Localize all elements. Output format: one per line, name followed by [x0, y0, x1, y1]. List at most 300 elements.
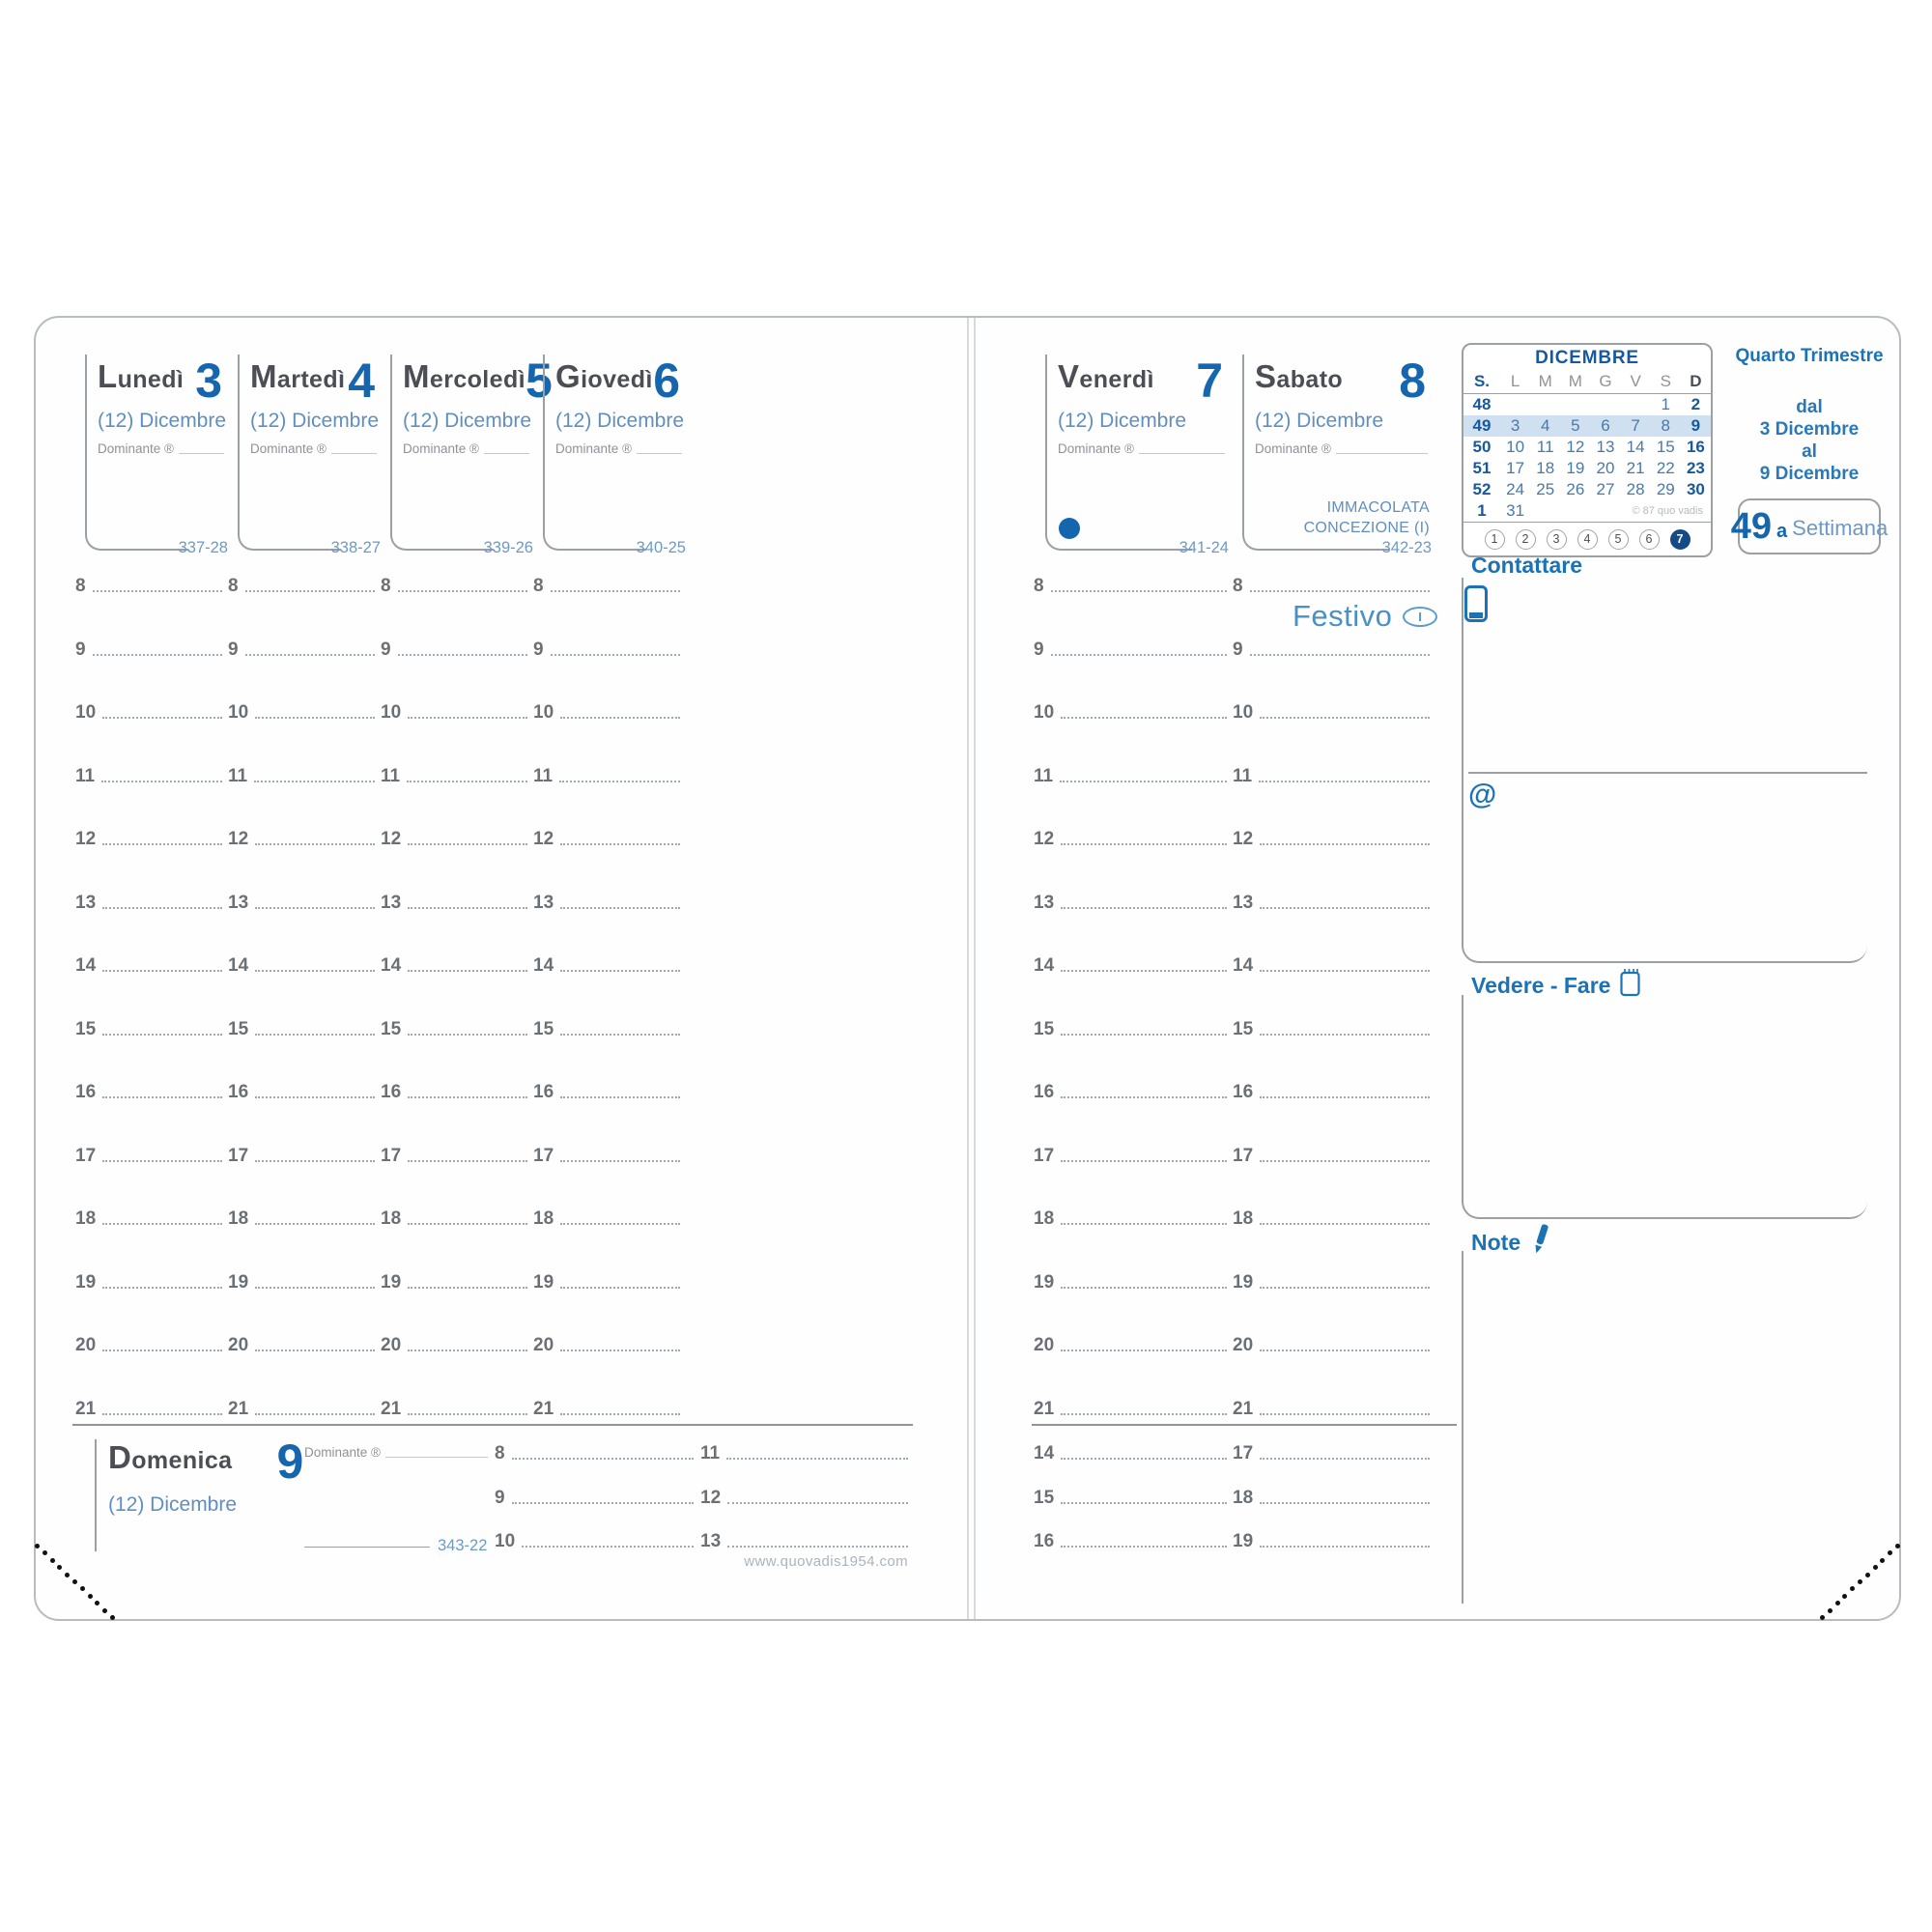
hour-row	[75, 696, 222, 722]
perforation-dot	[1865, 1573, 1870, 1577]
hour-label: 9	[1034, 639, 1044, 660]
sunday-hour-row	[700, 1525, 908, 1550]
perforation-dot	[1828, 1608, 1833, 1613]
hour-line	[408, 1281, 527, 1289]
quarter-title: Quarto Trimestre	[1735, 346, 1884, 366]
hour-label: 10	[228, 702, 249, 723]
hour-row	[228, 1140, 375, 1165]
hour-label: 16	[381, 1082, 402, 1102]
hour-row	[533, 1076, 680, 1101]
hour-line	[255, 838, 375, 845]
closed-shops-icon	[1403, 607, 1437, 627]
perforation-dot	[1820, 1615, 1825, 1620]
hour-row	[533, 1140, 680, 1165]
day-name: Domenica	[108, 1439, 233, 1475]
hour-label: 9	[381, 639, 391, 660]
calendar-day-cell: 24	[1506, 480, 1525, 498]
calendar-day-cell: 23	[1686, 459, 1705, 477]
hour-row	[1233, 760, 1430, 785]
note-text: Note	[1471, 1229, 1521, 1255]
hour-row	[533, 1266, 680, 1292]
holiday-label	[1304, 498, 1430, 539]
dominante-label: Dominante ®	[403, 441, 479, 456]
hour-row	[381, 823, 527, 848]
hour-row	[1233, 1329, 1430, 1354]
hour-line	[408, 1028, 527, 1036]
hour-row	[1034, 1329, 1227, 1354]
calendar-day-cell: 28	[1626, 480, 1645, 498]
hour-row	[381, 887, 527, 912]
hour-line	[255, 901, 375, 909]
hour-label: 10	[533, 702, 554, 723]
mini-calendar	[1462, 343, 1713, 557]
hour-line	[255, 1091, 375, 1098]
hour-row	[228, 1076, 375, 1101]
hour-line	[407, 775, 527, 782]
calendar-day-cell: 2	[1690, 395, 1701, 413]
hour-row	[533, 823, 680, 848]
sunday-separator-left	[72, 1424, 913, 1426]
hour-line	[1259, 775, 1430, 782]
brand-url: www.quovadis1954.com	[744, 1553, 908, 1570]
calendar-day-cell: 30	[1686, 480, 1705, 498]
calendar-day-cell: 21	[1626, 459, 1645, 477]
hour-line	[1061, 901, 1227, 909]
hour-row	[1034, 950, 1227, 975]
vedere-fare-box	[1462, 995, 1867, 1219]
hour-row	[533, 1013, 680, 1038]
hour-row	[381, 570, 527, 595]
hour-label: 19	[75, 1271, 97, 1293]
hour-line	[1260, 1028, 1430, 1036]
hour-line	[551, 648, 680, 656]
hour-row	[533, 760, 680, 785]
hour-line	[255, 1028, 375, 1036]
calendar-week-row	[1463, 458, 1711, 479]
quarter-block	[1721, 346, 1897, 554]
calendar-header-cell: S.	[1473, 372, 1491, 390]
hour-row	[1034, 1266, 1227, 1292]
hour-row	[228, 950, 375, 975]
hour-line	[398, 584, 527, 592]
hour-label: 13	[75, 892, 97, 913]
hour-label: 19	[228, 1271, 249, 1293]
hour-label: 10	[381, 702, 402, 723]
hour-line	[255, 1154, 375, 1162]
hour-line	[255, 711, 375, 719]
hour-line	[1061, 964, 1227, 972]
festivo-label: Festivo	[1293, 599, 1393, 633]
hour-line	[1061, 1028, 1227, 1036]
hour-row	[533, 950, 680, 975]
hour-row	[381, 1013, 527, 1038]
hour-label: 13	[1233, 892, 1254, 913]
hour-line	[560, 1281, 680, 1289]
calendar-week-row	[1463, 479, 1711, 500]
hour-line	[408, 964, 527, 972]
hour-label: 21	[1034, 1398, 1055, 1419]
hour-label: 18	[1233, 1208, 1254, 1229]
hour-line	[255, 1344, 375, 1351]
hour-label: 11	[228, 765, 248, 786]
hour-line	[1061, 1344, 1227, 1351]
hour-label: 19	[1233, 1271, 1254, 1293]
hour-label: 17	[228, 1145, 249, 1166]
hour-line	[102, 1028, 222, 1036]
hour-row	[533, 1393, 680, 1418]
perforation-dot	[72, 1579, 77, 1584]
hour-line	[408, 838, 527, 845]
hour-label: 18	[75, 1208, 97, 1229]
hour-label: 21	[75, 1398, 97, 1419]
hour-row	[1034, 887, 1227, 912]
calendar-day-cell: 7	[1631, 416, 1640, 435]
dominante-label: Dominante ®	[555, 441, 632, 456]
holiday-line1: IMMACOLATA	[1326, 499, 1430, 517]
hour-label: 16	[1233, 1082, 1254, 1102]
sunday-hour-row	[495, 1437, 694, 1463]
hour-row	[1034, 696, 1227, 722]
hour-row	[1233, 887, 1430, 912]
hour-label: 15	[1034, 1487, 1055, 1508]
hour-label: 16	[1034, 1531, 1055, 1551]
hour-label: 20	[381, 1335, 402, 1355]
hour-line	[1260, 1091, 1430, 1098]
hour-label: 11	[1034, 765, 1054, 786]
hour-line	[1061, 838, 1227, 845]
calendar-week-row	[1463, 394, 1711, 415]
day-month: (12) Dicembre	[98, 410, 227, 432]
hour-label: 17	[1233, 1145, 1254, 1166]
day-month: (12) Dicembre	[1255, 410, 1384, 432]
calendar-day-cell: 22	[1656, 459, 1675, 477]
calendar-week-number: 49	[1472, 416, 1492, 435]
hour-line	[408, 1091, 527, 1098]
hour-line	[255, 1281, 375, 1289]
hour-label: 14	[1034, 955, 1055, 976]
day-of-year: 337-28	[178, 539, 228, 556]
hour-line	[559, 775, 680, 782]
hour-label: 18	[1233, 1487, 1254, 1508]
hour-line	[1260, 838, 1430, 845]
hour-label: 16	[228, 1082, 249, 1102]
hour-row	[533, 634, 680, 659]
hour-label: 16	[1034, 1082, 1055, 1102]
hour-label: 17	[533, 1145, 554, 1166]
hour-line	[1260, 711, 1430, 719]
hour-row	[381, 1329, 527, 1354]
calendar-day-cell: 14	[1626, 438, 1645, 456]
calendar-day-cell: 18	[1536, 459, 1555, 477]
hour-line	[102, 901, 222, 909]
hour-line	[102, 711, 222, 719]
hour-row	[381, 1266, 527, 1292]
hour-label: 20	[228, 1335, 249, 1355]
hour-line	[551, 584, 680, 592]
hour-row	[75, 950, 222, 975]
hour-row	[75, 634, 222, 659]
hour-label: 17	[381, 1145, 402, 1166]
hour-line	[102, 1091, 222, 1098]
festivo-note	[1293, 599, 1437, 634]
hour-row	[228, 887, 375, 912]
day-number: 6	[653, 354, 680, 408]
calendar-week-number: 50	[1472, 438, 1492, 456]
hour-line	[93, 648, 222, 656]
day-number: 3	[195, 354, 222, 408]
calendar-day-cell: 15	[1656, 438, 1675, 456]
calendar-copyright: © 87 quo vadis	[1632, 505, 1703, 517]
hour-label: 13	[381, 892, 402, 913]
hour-row	[75, 1076, 222, 1101]
hour-label: 10	[1034, 702, 1055, 723]
hour-label: 18	[533, 1208, 554, 1229]
hour-line	[1061, 1154, 1227, 1162]
hour-line	[93, 584, 222, 592]
hour-label: 12	[1034, 829, 1055, 849]
hour-line	[102, 1407, 222, 1415]
hour-row	[1034, 1203, 1227, 1228]
hour-row	[1034, 1140, 1227, 1165]
calendar-week-number: 52	[1472, 480, 1492, 498]
hour-label: 20	[75, 1335, 97, 1355]
day-name: Sabato	[1255, 358, 1344, 394]
hour-label: 11	[533, 765, 554, 786]
hour-line	[1250, 584, 1430, 592]
calendar-header-cell: M	[1538, 372, 1552, 390]
hour-line	[255, 1407, 375, 1415]
day-header-giovedi	[543, 353, 686, 556]
hour-label: 16	[75, 1082, 97, 1102]
hour-label: 19	[533, 1271, 554, 1293]
day-name: Giovedì	[555, 358, 653, 394]
sunday-hour-row	[495, 1525, 694, 1550]
hour-line	[560, 964, 680, 972]
sunday-hour-row	[1034, 1437, 1227, 1463]
hour-label: 15	[1034, 1018, 1055, 1039]
hour-row	[1233, 696, 1430, 722]
weekday-circle: 6	[1639, 529, 1660, 550]
hour-line	[102, 1217, 222, 1225]
day-month: (12) Dicembre	[108, 1493, 238, 1516]
calendar-week-number: 48	[1472, 395, 1492, 413]
weekday-circle: 1	[1485, 529, 1505, 550]
hour-row	[75, 1013, 222, 1038]
hour-line	[1260, 1217, 1430, 1225]
calendar-column-headers	[1463, 370, 1711, 394]
hour-line	[245, 584, 375, 592]
hour-row	[1233, 950, 1430, 975]
day-header-sabato	[1242, 353, 1432, 556]
hour-label: 21	[533, 1398, 554, 1419]
hour-label: 15	[533, 1018, 554, 1039]
range-to: 9 Dicembre	[1759, 464, 1860, 484]
hour-row	[228, 760, 375, 785]
day-of-year: 343-22	[438, 1537, 488, 1554]
hour-row	[1233, 1076, 1430, 1101]
day-header-lunedi	[85, 353, 228, 556]
hour-line	[560, 711, 680, 719]
hour-label: 8	[75, 576, 86, 596]
hour-line	[522, 1540, 694, 1548]
hour-line	[102, 964, 222, 972]
calendar-day-cell: 9	[1690, 416, 1701, 435]
hour-row	[1034, 823, 1227, 848]
hour-row	[228, 823, 375, 848]
day-of-year: 341-24	[1179, 539, 1229, 556]
hour-label: 11	[381, 765, 401, 786]
calendar-day-cell: 19	[1566, 459, 1585, 477]
calendar-week-number: 51	[1472, 459, 1492, 477]
day-of-year: 342-23	[1381, 539, 1432, 556]
day-month: (12) Dicembre	[555, 410, 685, 432]
page-fold-line	[974, 318, 976, 1619]
calendar-day-cell: 11	[1536, 438, 1554, 456]
dominante-label: Dominante ®	[1255, 441, 1331, 456]
hour-line	[1260, 1407, 1430, 1415]
perforation-dot	[65, 1573, 70, 1577]
section-contattare-label	[1471, 553, 1582, 579]
hour-label: 15	[75, 1018, 97, 1039]
hour-label: 9	[533, 639, 544, 660]
perforation-dot	[50, 1558, 55, 1563]
hour-label: 13	[1034, 892, 1055, 913]
hour-label: 12	[700, 1487, 722, 1508]
hour-line	[727, 1496, 908, 1504]
hour-row	[75, 1393, 222, 1418]
hour-label: 8	[1233, 576, 1243, 596]
hour-label: 15	[1233, 1018, 1254, 1039]
hour-row	[381, 1076, 527, 1101]
day-month: (12) Dicembre	[250, 410, 380, 432]
calendar-day-cell: 10	[1506, 438, 1525, 456]
hour-label: 10	[75, 702, 97, 723]
day-header-martedi	[238, 353, 381, 556]
day-number: 9	[276, 1435, 304, 1489]
calendar-day-cell: 16	[1686, 438, 1705, 456]
hour-line	[1061, 1217, 1227, 1225]
hour-label: 11	[1233, 765, 1253, 786]
hour-line	[512, 1452, 694, 1460]
hour-line	[560, 901, 680, 909]
perforation-dot	[35, 1544, 40, 1548]
hour-line	[1260, 1496, 1430, 1504]
hour-row	[75, 887, 222, 912]
sunday-footer-line	[304, 1547, 430, 1548]
hour-line	[560, 1154, 680, 1162]
hour-label: 13	[228, 892, 249, 913]
hour-line	[1061, 1281, 1227, 1289]
hour-line	[1260, 964, 1430, 972]
hour-row	[1233, 634, 1430, 659]
hour-label: 12	[533, 829, 554, 849]
hour-label: 19	[1233, 1531, 1254, 1551]
weekday-circles	[1463, 522, 1711, 555]
hour-label: 15	[228, 1018, 249, 1039]
calendar-day-cell: 13	[1596, 438, 1615, 456]
hour-label: 18	[228, 1208, 249, 1229]
at-symbol: @	[1468, 779, 1497, 810]
vedere-fare-text: Vedere - Fare	[1471, 972, 1611, 998]
dominante-line	[385, 1447, 488, 1458]
hour-row	[1233, 1203, 1430, 1228]
day-header-domenica	[95, 1437, 491, 1553]
day-number: 5	[525, 354, 553, 408]
hour-line	[255, 1217, 375, 1225]
hour-row	[381, 634, 527, 659]
day-name: Lunedì	[98, 358, 185, 394]
hour-line	[398, 648, 527, 656]
hour-label: 12	[228, 829, 249, 849]
hour-line	[1250, 648, 1430, 656]
hour-line	[102, 838, 222, 845]
hour-row	[381, 760, 527, 785]
sunday-hour-row	[495, 1482, 694, 1507]
hour-label: 21	[1233, 1398, 1254, 1419]
hour-label: 8	[228, 576, 239, 596]
hour-line	[408, 1407, 527, 1415]
hour-line	[102, 1344, 222, 1351]
hour-row	[228, 570, 375, 595]
hour-row	[75, 1266, 222, 1292]
hour-line	[726, 1452, 908, 1460]
hour-row	[1233, 1393, 1430, 1418]
day-month: (12) Dicembre	[403, 410, 532, 432]
hour-label: 17	[75, 1145, 97, 1166]
hour-row	[75, 823, 222, 848]
hour-line	[1061, 1496, 1227, 1504]
hour-label: 21	[228, 1398, 249, 1419]
hour-row	[1034, 1076, 1227, 1101]
day-of-year: 340-25	[636, 539, 686, 556]
note-box-border	[1462, 1251, 1463, 1604]
calendar-day-cell: 17	[1506, 459, 1525, 477]
calendar-day-cell: 27	[1596, 480, 1615, 498]
hour-row	[1233, 1140, 1430, 1165]
hour-row	[228, 1013, 375, 1038]
hour-label: 9	[75, 639, 86, 660]
hour-line	[408, 1344, 527, 1351]
perforation-dot	[110, 1615, 115, 1620]
hour-label: 14	[1034, 1443, 1055, 1463]
hour-row	[1034, 1393, 1227, 1418]
hour-line	[1061, 1540, 1227, 1548]
day-number: 4	[348, 354, 375, 408]
hour-label: 19	[1034, 1271, 1055, 1293]
hour-row	[75, 1203, 222, 1228]
day-name: Mercoledì	[403, 358, 526, 394]
hour-row	[228, 634, 375, 659]
perforation-dot	[1895, 1544, 1900, 1548]
hour-row	[228, 1393, 375, 1418]
calendar-week-number: 1	[1477, 501, 1487, 520]
hour-label: 14	[228, 955, 249, 976]
hour-row	[381, 950, 527, 975]
calendar-header-cell: L	[1510, 372, 1520, 390]
weekday-circle: 3	[1547, 529, 1567, 550]
calendar-header-cell: M	[1568, 372, 1582, 390]
dominante-label: Dominante ®	[98, 441, 174, 456]
sunday-hour-row	[1233, 1482, 1430, 1507]
hour-label: 13	[533, 892, 554, 913]
hour-line	[1260, 901, 1430, 909]
hour-line	[560, 1028, 680, 1036]
perforation-dot	[102, 1608, 107, 1613]
day-header-frame	[95, 1439, 97, 1551]
range-from: 3 Dicembre	[1759, 419, 1860, 440]
hour-row	[1034, 760, 1227, 785]
hour-label: 15	[381, 1018, 402, 1039]
